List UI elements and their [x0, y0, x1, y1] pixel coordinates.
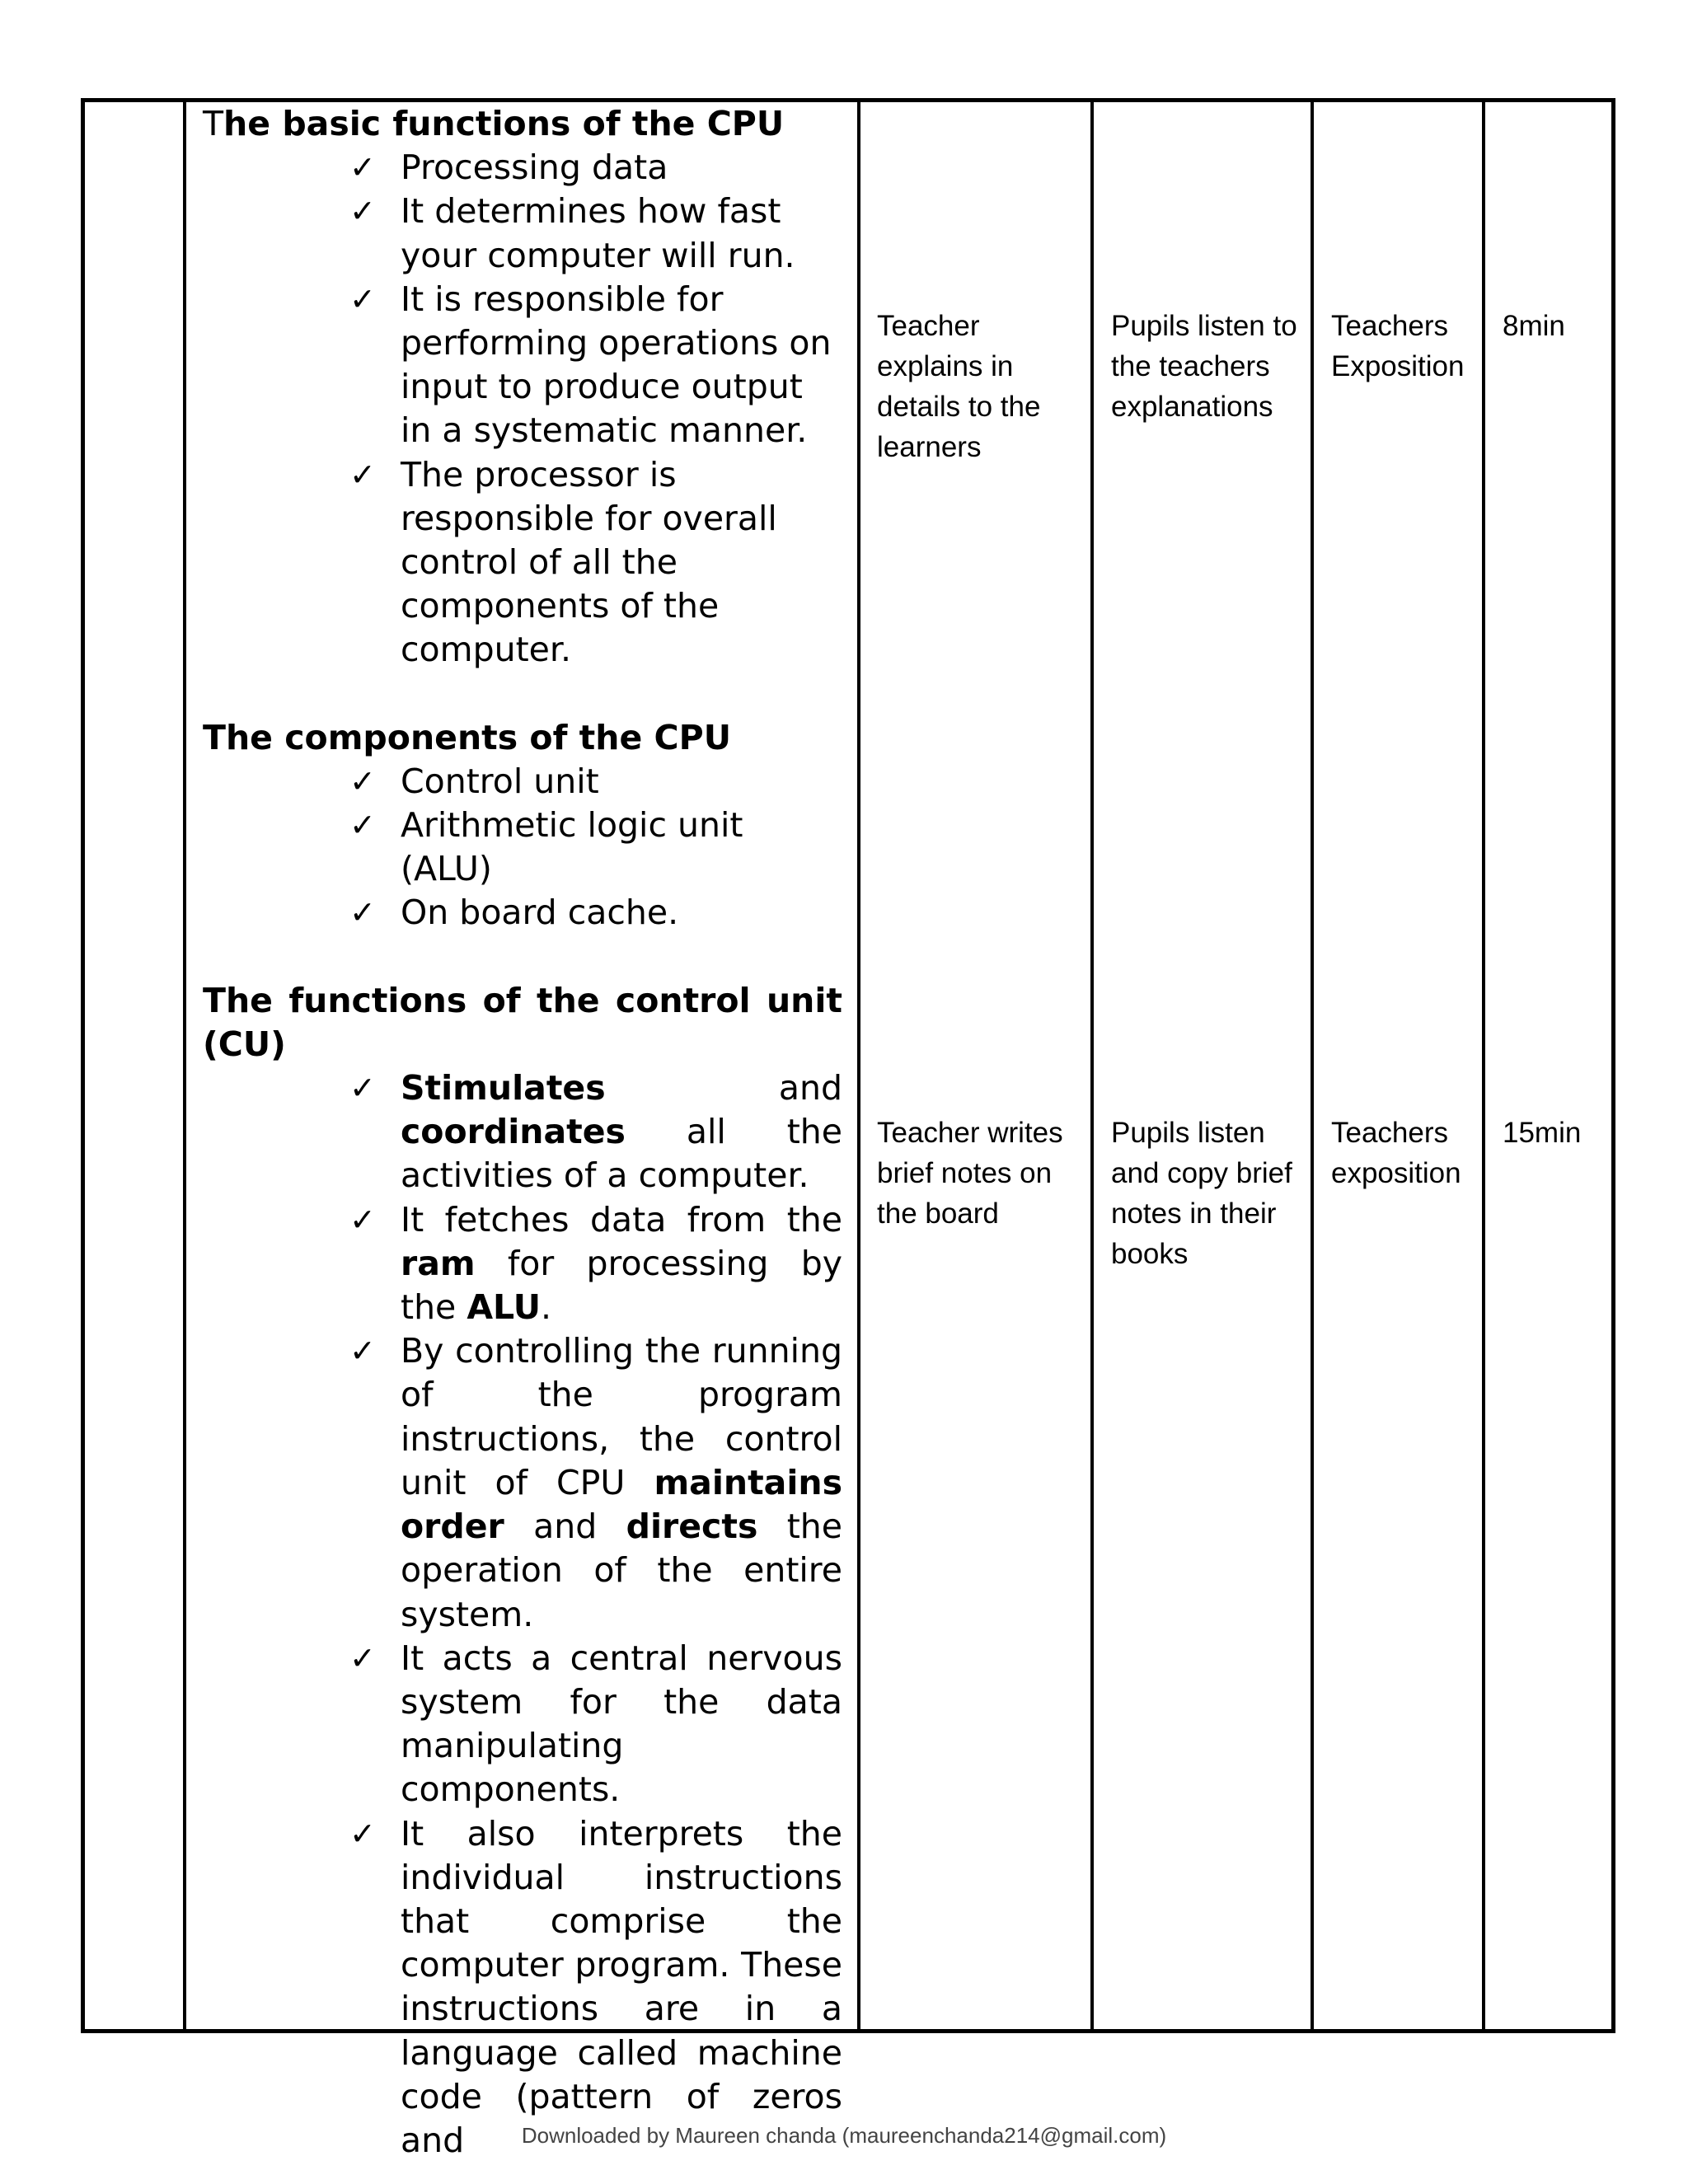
check-icon: ✓: [349, 1201, 376, 1238]
column-divider: [183, 102, 186, 2029]
time-cell: 15min: [1503, 1117, 1582, 1149]
column-divider: [857, 102, 860, 2029]
list-item: ✓ It also interprets the individual instructions that comprise the computer program. These instructions are in a language called machine code (pattern of zeros and: [349, 1813, 842, 2160]
cpu-components-list: [203, 760, 842, 935]
list-item: ✓ Stimulates and coordinates all the activities of a computer.: [349, 1068, 842, 1196]
list-item: ✓ It acts a central nervous system for the data manipulating components.: [349, 1638, 842, 1810]
check-icon: ✓: [349, 894, 376, 931]
teacher-activity-cell: Teacher explains in details to the learners: [877, 310, 1041, 463]
teacher-activity-cell: Teacher writes brief notes on the board: [877, 1117, 1063, 1230]
list-item: ✓ It fetches data from the ram for processing by the ALU.: [349, 1199, 842, 1328]
check-icon: ✓: [349, 807, 376, 844]
cpu-components-heading: The components of the CPU: [203, 717, 731, 757]
list-item: ✓ On board cache.: [203, 891, 842, 935]
pupil-activity-cell: Pupils listen to the teachers explanations: [1111, 310, 1297, 423]
method-cell: Teachers Exposition: [1331, 310, 1465, 382]
check-icon: ✓: [349, 1815, 376, 1852]
check-icon: ✓: [349, 1639, 376, 1676]
control-unit-list: [203, 1066, 842, 2163]
list-item: ✓ The processor is responsible for overall control of all the components of the computer.: [349, 454, 777, 670]
download-footer: Downloaded by Maureen chanda (maureenchanda214@gmail.com): [521, 2123, 1167, 2148]
time-cell: 8min: [1503, 310, 1565, 342]
cpu-functions-heading: The basic functions of the CPU: [203, 104, 785, 143]
check-icon: ✓: [349, 762, 376, 799]
list-item: ✓ Processing data: [203, 146, 842, 190]
check-icon: ✓: [349, 1333, 376, 1370]
cpu-functions-list: [203, 146, 842, 672]
method-cell: Teachers exposition: [1331, 1117, 1461, 1189]
content-column: [203, 102, 842, 2163]
check-icon: ✓: [349, 1070, 376, 1107]
column-divider: [1311, 102, 1314, 2029]
column-divider: [1482, 102, 1485, 2029]
check-icon: ✓: [349, 280, 376, 317]
check-icon: ✓: [349, 193, 376, 230]
pupil-activity-cell: Pupils listen and copy brief notes in their books: [1111, 1117, 1292, 1270]
list-item: ✓ Control unit: [203, 760, 842, 804]
check-icon: ✓: [349, 456, 376, 493]
column-divider: [1090, 102, 1094, 2029]
list-item: ✓ Arithmetic logic unit (ALU): [349, 805, 743, 889]
list-item: ✓ It determines how fast your computer will run.: [349, 191, 795, 275]
check-icon: ✓: [349, 149, 376, 186]
list-item: ✓ It is responsible for performing operations on input to produce output in a systematic manner.: [349, 279, 832, 451]
control-unit-heading: The functions of the control unit (CU): [203, 980, 842, 1064]
list-item: ✓ By controlling the running of the program instructions, the control unit of CPU maintains order and directs the operation of the entire system.: [349, 1331, 842, 1634]
